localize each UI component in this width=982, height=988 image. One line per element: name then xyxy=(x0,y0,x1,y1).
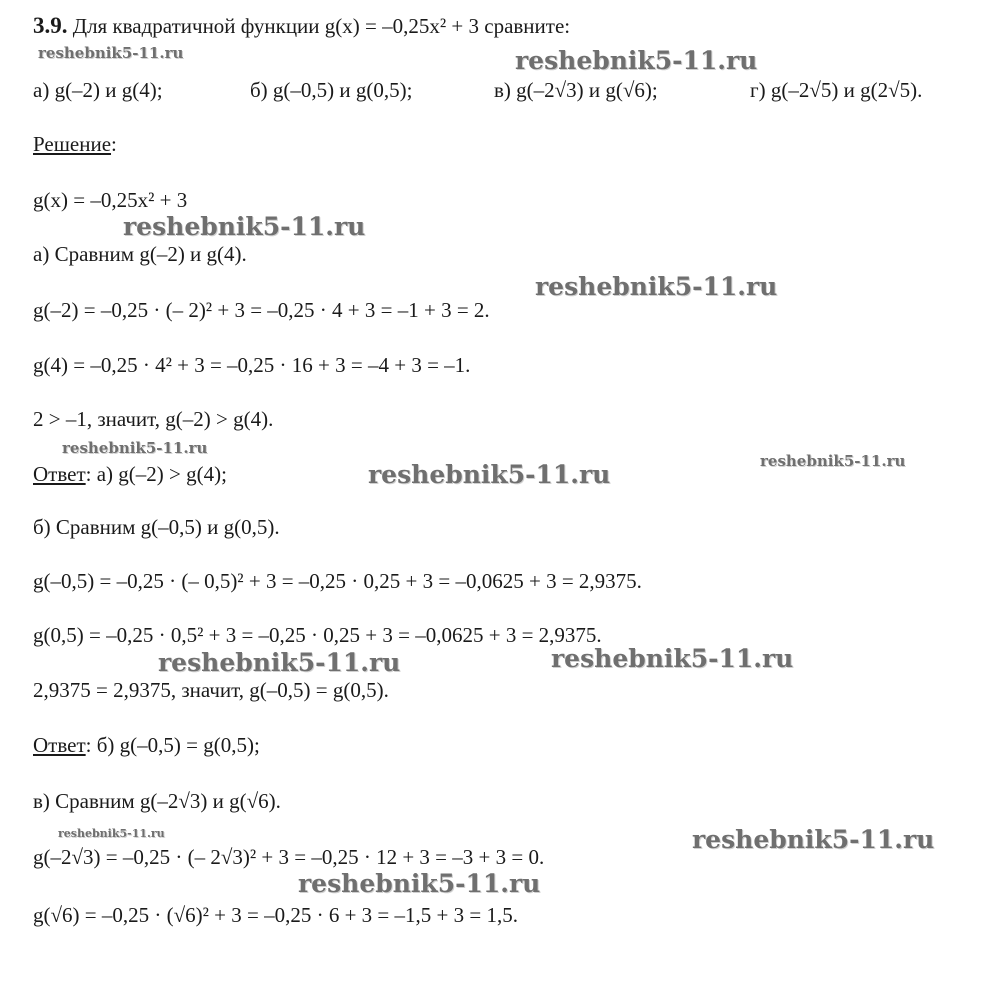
watermark: reshebnik5-11.ru xyxy=(368,460,611,489)
answer-label: Ответ xyxy=(33,733,86,757)
part-a-intro: а) Сравним g(–2) и g(4). xyxy=(33,242,247,266)
part-c-calc-1: g(–2√3) = –0,25 · (– 2√3)² + 3 = –0,25 · 12 + 3 = –3 + 3 = 0. xyxy=(33,845,545,869)
watermark: reshebnik5-11.ru xyxy=(760,452,906,470)
part-b-intro: б) Сравним g(–0,5) и g(0,5). xyxy=(33,515,280,539)
answer-text: : б) g(–0,5) = g(0,5); xyxy=(85,733,260,757)
watermark: reshebnik5-11.ru xyxy=(158,648,401,677)
answer-text: : а) g(–2) > g(4); xyxy=(85,462,227,486)
solution-heading-text: Решение xyxy=(33,132,112,156)
option-c: в) g(–2√3) и g(√6); xyxy=(494,78,658,102)
watermark: reshebnik5-11.ru xyxy=(551,644,794,673)
watermark: reshebnik5-11.ru xyxy=(38,44,184,62)
problem-number: 3.9. xyxy=(33,13,68,38)
part-c-calc-2: g(√6) = –0,25 · (√6)² + 3 = –0,25 · 6 + 3 = –1,5 + 3 = 1,5. xyxy=(33,903,518,927)
part-b-calc-2: g(0,5) = –0,25 · 0,5² + 3 = –0,25 · 0,25 + 3 = –0,0625 + 3 = 2,9375. xyxy=(33,623,602,647)
watermark: reshebnik5-11.ru xyxy=(515,46,758,75)
option-a: а) g(–2) и g(4); xyxy=(33,78,163,102)
part-c-intro: в) Сравним g(–2√3) и g(√6). xyxy=(33,789,281,813)
watermark: reshebnik5-11.ru xyxy=(692,825,935,854)
part-a-conclusion: 2 > –1, значит, g(–2) > g(4). xyxy=(33,407,274,431)
part-a-calc-2: g(4) = –0,25 · 4² + 3 = –0,25 · 16 + 3 = –4 + 3 = –1. xyxy=(33,353,471,377)
watermark: reshebnik5-11.ru xyxy=(123,212,366,241)
problem-statement: Для квадратичной функции g(x) = –0,25x² + 3 сравните: xyxy=(72,14,571,38)
answer-label: Ответ xyxy=(33,462,86,486)
option-d: г) g(–2√5) и g(2√5). xyxy=(750,78,923,102)
option-b: б) g(–0,5) и g(0,5); xyxy=(250,78,413,102)
part-b-calc-1: g(–0,5) = –0,25 · (– 0,5)² + 3 = –0,25 · 0,25 + 3 = –0,0625 + 3 = 2,9375. xyxy=(33,569,642,593)
watermark: reshebnik5-11.ru xyxy=(58,827,165,840)
problem-header xyxy=(33,14,570,37)
solution-heading-colon: : xyxy=(111,132,117,156)
watermark: reshebnik5-11.ru xyxy=(535,272,778,301)
part-a-answer xyxy=(33,464,227,485)
solution-heading xyxy=(33,134,117,155)
function-definition: g(x) = –0,25x² + 3 xyxy=(33,188,188,212)
watermark: reshebnik5-11.ru xyxy=(298,869,541,898)
part-b-answer xyxy=(33,735,260,756)
part-a-calc-1: g(–2) = –0,25 · (– 2)² + 3 = –0,25 · 4 + 3 = –1 + 3 = 2. xyxy=(33,298,490,322)
part-b-conclusion: 2,9375 = 2,9375, значит, g(–0,5) = g(0,5). xyxy=(33,678,389,702)
watermark: reshebnik5-11.ru xyxy=(62,439,208,457)
